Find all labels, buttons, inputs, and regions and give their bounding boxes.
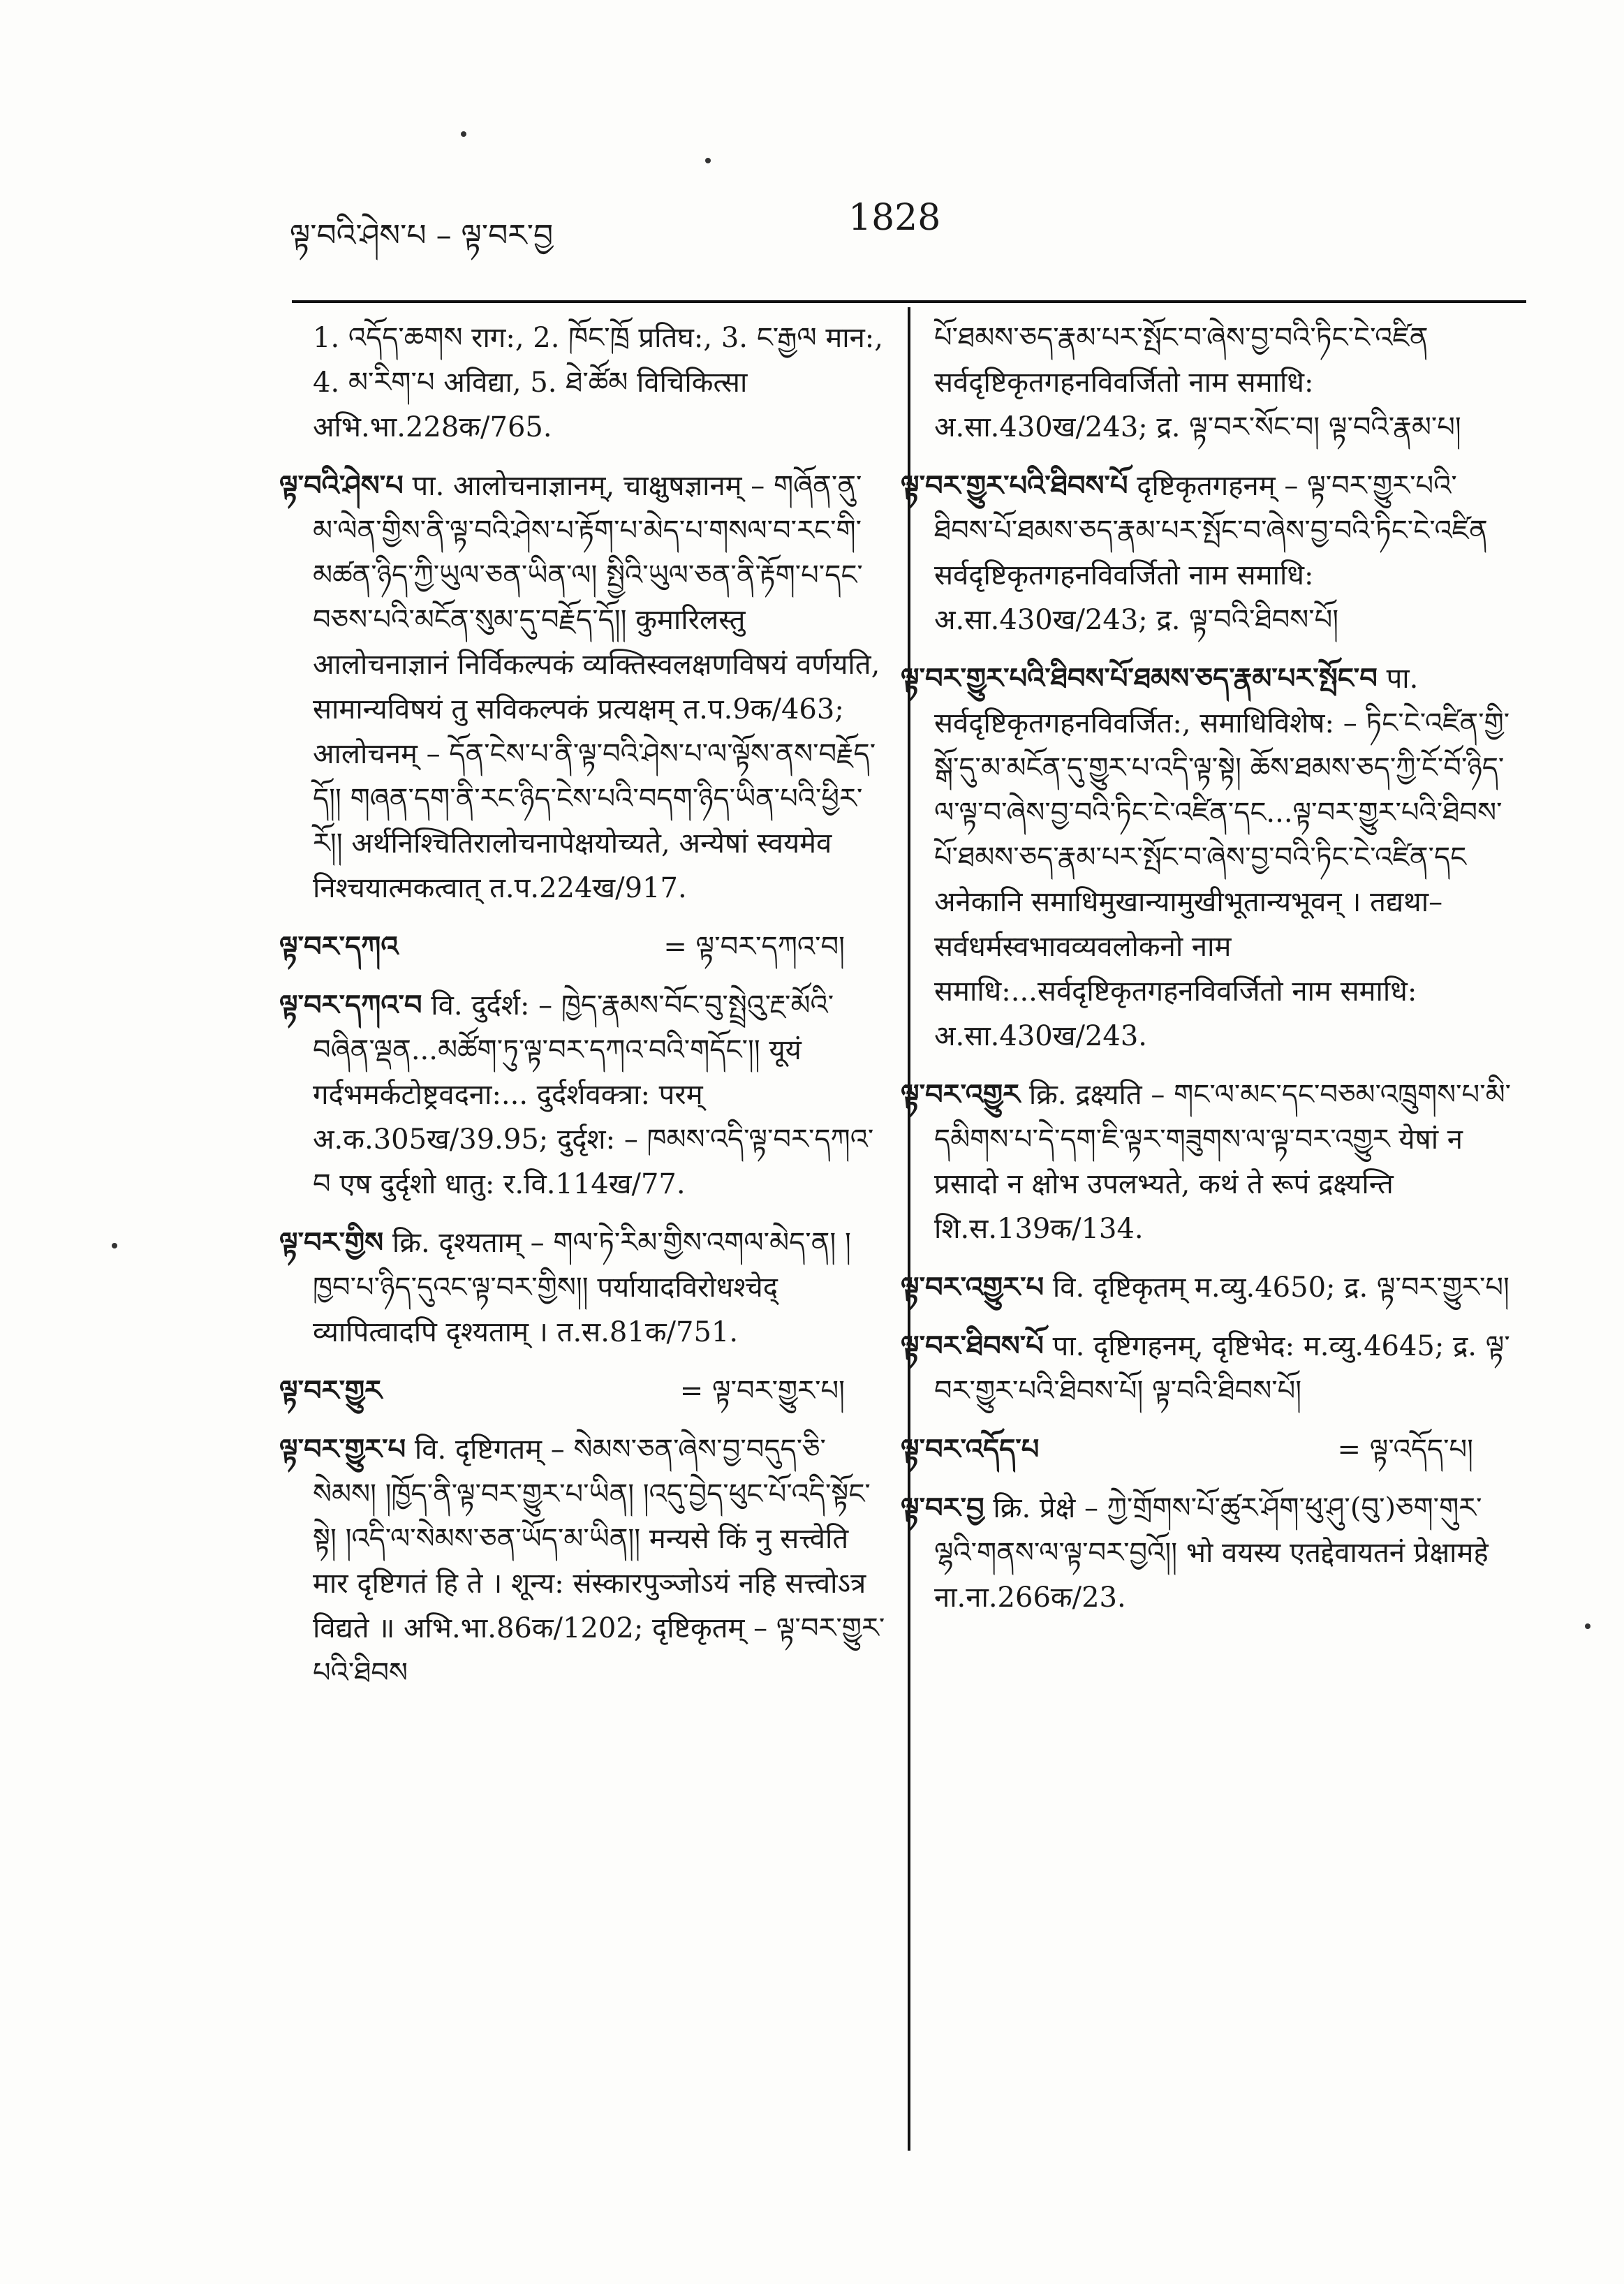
entry-text: 1. འདོད་ཆགས राग:, 2. ཁོང་ཁྲོ प्रतिघ:, 3. ང་རྒྱལ मान:, 4. མ་རིག་པ अविद्या, 5. ཐེ་ཚོམ विचिकित्सा अभि.भा.228क/765. xyxy=(313,322,883,443)
right-column xyxy=(901,316,1515,1634)
entry-text: दृष्टिकृतगहनम् – ལྟ་བར་གྱུར་པའི་ཐིབས་པོ་ཐམས་ཅད་རྣམ་པར་སྤོང་བ་ཞེས་བྱ་བའི་ཏིང་ངེ་འཛིན सर्वदृष्टिकृतगहनविवर्जितो नाम समाधि: अ.सा.430ख/243; द्र. ལྟ་བའི་ཐིབས་པོ། xyxy=(934,470,1488,636)
entry-text: = ལྟ་བར་གྱུར་པ། xyxy=(679,1375,845,1407)
list-item xyxy=(279,983,887,1207)
entry-text: पा. दृष्टिगहनम्, दृष्टिभेद: म.व्यु.4645; द्र. ལྟ་བར་གྱུར་པའི་ཐིབས་པོ། ལྟ་བའི་ཐིབས་པོ། xyxy=(934,1330,1510,1407)
headword: ལྟ་བའི་ཤེས་པ xyxy=(279,470,404,502)
headword: ལྟ་བར་གྱུར་པ xyxy=(279,1434,406,1466)
entry-text: वि. दुर्दर्श: – ཁྱེད་རྣམས་བོང་བུ་སྤྲེའུ་རྔ་མོའི་བཞིན་ལྡན...མཚོག་ཏུ་ལྟ་བར་དཀའ་བའི་གདོང་།། यूयं गर्दभमर्कटोष्ट्रवदना:... दुर्दर्शवक्त्रा: परम् अ.क.305ख/39.95; दुर्दृश: – ཁམས་འདི་ལྟ་བར་དཀའ་བ एष दुर्दृशो धातु: र.वि.114ख/77. xyxy=(313,989,874,1200)
list-item xyxy=(901,464,1515,642)
list-item xyxy=(279,924,887,969)
list-item xyxy=(279,1427,887,1695)
entry-text: = ལྟ་འདོད་པ། xyxy=(1337,1434,1473,1466)
scan-speck xyxy=(112,1243,117,1248)
entry-text: वि. दृष्टिकृतम् म.व्यु.4650; द्र. ལྟ་བར་གྱུར་པ། xyxy=(1052,1272,1509,1304)
list-item xyxy=(901,1486,1515,1620)
list-item xyxy=(279,316,887,450)
headword: ལྟ་བར་བྱ xyxy=(901,1492,984,1524)
entry-text: वि. दृष्टिगतम् – སེམས་ཅན་ཞེས་བྱ་བདུད་ཅི་སེམས། །ཁྱོད་ནི་ལྟ་བར་གྱུར་པ་ཡིན། །འདུ་བྱེད་ཕུང་པོ་འདི་སྟོང་སྟེ། །འདི་ལ་སེམས་ཅན་ཡོད་མ་ཡིན།། मन्यसे किं नु सत्त्वेति मार दृष्टिगतं हि ते । शून्य: संस्कारपुञ्जोऽयं नहि सत्त्वोऽत्र विद्यते ॥ अभि.भा.86क/1202; दृष्टिकृतम् – ལྟ་བར་གྱུར་པའི་ཐིབས xyxy=(313,1434,885,1689)
entry-text: क्रि. द्रक्ष्यति – གང་ལ་མང་དང་བཅམ་འཁྲུགས་པ་མི་དམིགས་པ་དེ་དག་ཇི་ལྟར་གཟུགས་ལ་ལྟ་བར་འགྱུར येषां न प्रसादो न क्षोभ उपलभ्यते, कथं ते रूपं द्रक्ष्यन्ति शि.स.139क/134. xyxy=(934,1079,1512,1245)
entry-text: पा. सर्वदृष्टिकृतगहनविवर्जित:, समाधिविशेष: – ཏིང་ངེ་འཛིན་གྱི་སྒོ་དུ་མ་མངོན་དུ་གྱུར་པ་འདི་ལྟ་སྟེ། ཆོས་ཐམས་ཅད་ཀྱི་ངོ་བོ་ཉིད་ལ་ལྟ་བ་ཞེས་བྱ་བའི་ཏིང་ངེ་འཛིན་དང...ལྟ་བར་གྱུར་པའི་ཐིབས་པོ་ཐམས་ཅད་རྣམ་པར་སྤོང་བ་ཞེས་བྱ་བའི་ཏིང་ངེ་འཛིན་དང अनेकानि समाधिमुखान्यामुखीभूतान्यभूवन् । तद्यथा–सर्वधर्मस्वभावव्यवलोकनो नाम समाधि:...सर्वदृष्टिकृतगहनविवर्जितो नाम समाधि: अ.सा.430ख/243. xyxy=(934,663,1510,1052)
scan-speck xyxy=(1585,1623,1590,1629)
entry-text: पा. आलोचनाज्ञानम्, चाक्षुषज्ञानम् – གཞོན་ནུ་མ་ལེན་གྱིས་ནི་ལྟ་བའི་ཤེས་པ་རྟོག་པ་མེད་པ་གསལ་བ་རང་གི་མཚན་ཉིད་ཀྱི་ཡུལ་ཅན་ཡིན་ལ། སྤྱིའི་ཡུལ་ཅན་ནི་རྟོག་པ་དང་བཅས་པའི་མངོན་སུམ་དུ་བརྗོད་དོ།། कुमारिलस्तु आलोचनाज्ञानं निर्विकल्पकं व्यक्तिस्वलक्षणविषयं वर्णयति, सामान्यविषयं तु सविकल्पकं प्रत्यक्षम् त.प.9क/463; आलोचनम् – དོན་ངེས་པ་ནི་ལྟ་བའི་ཤེས་པ་ལ་ལྟོས་ནས་བརྗོད་དོ།། གཞན་དག་ནི་རང་ཉིད་ངེས་པའི་བདག་ཉིད་ཡིན་པའི་ཕྱིར་རོ།། अर्थनिश्चितिरालोचनापेक्षयोच्यते, अन्येषां स्वयमेव निश्चयात्मकत्वात् त.प.224ख/917. xyxy=(313,470,880,904)
list-item xyxy=(901,656,1515,1059)
headword: ལྟ་བར་དཀའ་བ xyxy=(279,989,422,1022)
headword: ལྟ་བར་གྱུར་པའི་ཐིབས་པོ་ཐམས་ཅད་རྣམ་པར་སྤོང་བ xyxy=(901,663,1378,695)
header-rule xyxy=(292,300,1526,303)
entry-text: པོ་ཐམས་ཅད་རྣམ་པར་སྤོང་བ་ཞེས་བྱ་བའི་ཏིང་ངེ་འཛིན सर्वदृष्टिकृतगहनविवर्जितो नाम समाधि: अ.सा.430ख/243; द्र. ལྟ་བར་སོང་བ། ལྟ་བའི་རྣམ་པ། xyxy=(934,322,1461,443)
headword: ལྟ་བར་གྱིས xyxy=(279,1227,384,1259)
running-head: ལྟ་བའི་ཤེས་པ – ལྟ་བར་བྱ xyxy=(290,218,554,253)
headword: ལྟ་བར་གྱུར xyxy=(279,1375,383,1407)
headword: ལྟ་བར་འགྱུར xyxy=(901,1079,1021,1111)
page-number: 1828 xyxy=(848,197,941,239)
entry-text: = ལྟ་བར་དཀའ་བ། xyxy=(663,931,845,963)
scan-speck xyxy=(705,158,711,163)
list-item xyxy=(901,316,1515,450)
headword: ལྟ་བར་ཐིབས་པོ xyxy=(901,1330,1044,1362)
list-item xyxy=(279,1369,887,1413)
headword: ལྟ་བར་གྱུར་པའི་ཐིབས་པོ xyxy=(901,470,1128,502)
list-item xyxy=(901,1073,1515,1251)
entry-text: क्रि. दृश्यताम् – གལ་ཏེ་རིམ་གྱིས་འགལ་མེད་ན། །ཁྱབ་པ་ཉིད་དུའང་ལྟ་བར་གྱིས།། पर्यायादविरोधश्चेद् व्यापित्वादपि दृश्यताम् । त.स.81क/751. xyxy=(313,1227,851,1348)
entry-text: क्रि. प्रेक्षे – ཀྱེ་གྲོགས་པོ་ཚུར་ཤོག་ཕུ་ཤུ་(བུ་)ཅག་གུར་ལྷའི་གནས་ལ་ལྟ་བར་བྱའོ།། भो वयस्य एतद्देवायतनं प्रेक्षामहे ना.ना.266क/23. xyxy=(934,1492,1489,1614)
list-item xyxy=(279,1221,887,1355)
left-column xyxy=(279,316,887,1709)
scan-speck xyxy=(461,131,466,137)
headword: ལྟ་བར་འདོད་པ xyxy=(901,1434,1040,1466)
headword: ལྟ་བར་འགྱུར་པ xyxy=(901,1272,1044,1304)
headword: ལྟ་བར་དཀའ xyxy=(279,931,399,963)
list-item xyxy=(901,1265,1515,1310)
list-item xyxy=(279,464,887,911)
list-item xyxy=(901,1324,1515,1413)
list-item xyxy=(901,1427,1515,1472)
